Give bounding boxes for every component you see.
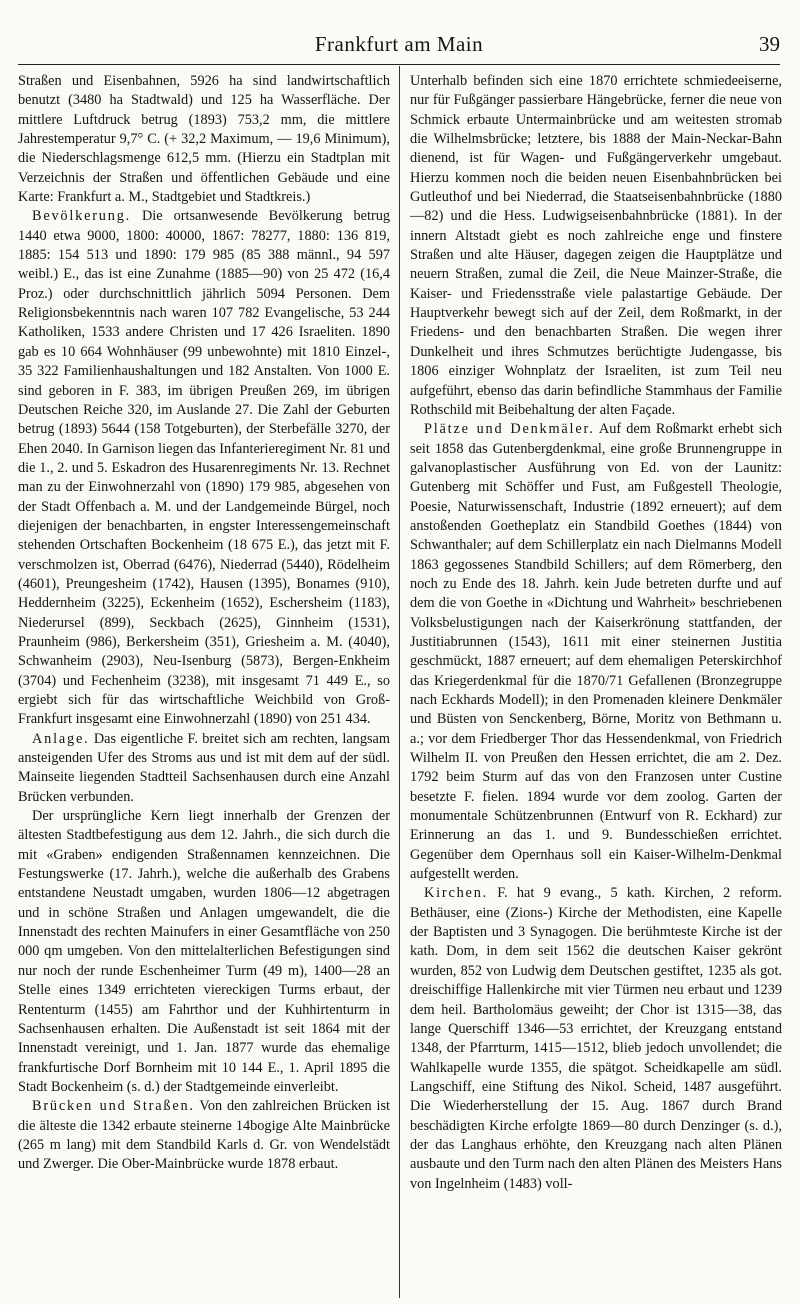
paragraph: Der ursprüngliche Kern liegt innerhalb der Grenzen der ältesten Stadtbefestigung aus dem 12. Jahrh., die sich durch die mit «Graben» endigenden Straßennamen kennzeichnen. Die Festungswerke (17. Jahrh.), welche die außerhalb des Grabens entstandene Neustadt umgaben, wurden 1806—12 abgetragen und in schöne Straßen und Anlagen umgewandelt, die die Innenstadt des rechten Mainufers in einer Gesamtfläche von 250 000 qm umgeben. Von den mittelalterlichen Befestigungen sind nur noch der runde Eschenheimer Turm (49 m), 1400—28 an Stelle eines 1349 errichteten viereckigen Turms erbaut, der Rententurm (1455) am Fahrthor und der Kuhhirtenturm in Sachsenhausen erhalten. Die Außenstadt ist seit 1864 mit der Innenstadt vereinigt, und 1. Jan. 1877 wurde das ehemalige frankfurtische Dorf Bornheim mit 10 144 E., 1. April 1895 die Stadt Bockenheim (s. d.) der Stadtgemeinde einverleibt. bbox=[18, 808, 390, 1095]
right-column bbox=[410, 72, 782, 1297]
section-paragraph: Kirchen. F. hat 9 evang., 5 kath. Kirchen, 2 reform. Bethäuser, eine (Zions-) Kirche der Methodisten, eine Kapelle der Baptisten und 3 Synagogen. Die berühmteste Kirche ist der kath. Dom, in dem seit 1562 die deutschen Kaiser gekrönt wurden, 852 von Ludwig dem Deutschen gestiftet, 1235 als got. dreischiffige Hallenkirche mit vier Türmen neu erbaut und 1239 dem heil. Bartholomäus geweiht; der Chor ist 1315—38, das lange Querschiff 1346—53 errichtet, der Kreuzgang entstand 1348, der Pfarrturm, 1415—1512, blieb jedoch unvollendet; die Wahlkapelle wurde 1355, die spätgot. Scheidkapelle am südl. Langschiff, eine Stiftung des Nikol. Scheid, 1487 ausgeführt. Die Wiederherstellung der 15. Aug. 1867 durch Brand beschädigten Kirche erfolgte 1869—80 durch Denzinger (s. d.), der das Langhaus erhöhte, den Kreuzgang nach alten Plänen ausbaute und den Turm nach den alten Plänen des Meisters Hans von Ingelnheim (1483) voll- bbox=[410, 885, 782, 1192]
section-paragraph: Anlage. Das eigentliche F. breitet sich am rechten, langsam ansteigenden Ufer des Stroms aus und ist mit dem auf der südl. Mainseite liegenden Stadtteil Sachsenhausen durch eine Anzahl Brücken verbunden. bbox=[18, 730, 390, 805]
section-heading: Kirchen. bbox=[424, 885, 489, 902]
paragraph: Unterhalb befinden sich eine 1870 errichtete schmiedeeiserne, nur für Fußgänger passierbare Hängebrücke, ferner die neue von Schmick erbaute Untermainbrücke und am weitesten stromab die Wilhelmsbrücke; letztere, bis 1888 der Main-Neckar-Bahn dienend, ist für Wagen- und Fußgängerverkehr umgebaut. Hierzu kommen noch die beiden neuen Eisenbahnbrücken bei Gutleuthof und bei Niederrad, die Staatseisenbahnbrücke (1880—82) und die Hess. Ludwigseisenbahnbrücke (1881). In der innern Altstadt giebt es noch zahlreiche enge und finstere Straßen und alte Häuser, dagegen zeigen die Hauptplätze und neuern Straßen, zumal die Zeil, die Neue Mainzer-Straße, die Kaiser- und Friedensstraße viele palastartige Gebäude. Der Hauptverkehr bewegt sich auf der Zeil, dem Roßmarkt, in der Friedens- und den benachbarten Straßen. Die wegen ihrer Dunkelheit und ihres Schmutzes berüchtigte Judengasse, bis 1806 einziger Wohnplatz der Israeliten, ist zum Teil neu aufgeführt, ebenso das darin befindliche Stammhaus der Familie Rothschild mit Beibehaltung der alten Façade. bbox=[410, 73, 782, 418]
section-heading: Bevölkerung. bbox=[32, 208, 132, 225]
page-number: 39 bbox=[759, 32, 780, 56]
section-paragraph: Bevölkerung. Die ortsanwesende Bevölkerung betrug 1440 etwa 9000, 1800: 40000, 1867: 78277, 1880: 136 819, 1885: 154 513 und 1890: 179 985 (85 388 männl., 94 597 weibl.) E., das ist eine Zunahme (1885—90) von 25 472 (16,4 Proz.) oder durchschnittlich jährlich 5094 Personen. Dem Religionsbekenntnis nach waren 107 782 Evangelische, 53 244 Katholiken, 1533 andere Christen und 17 426 Israeliten. 1890 gab es 10 664 Wohnhäuser (99 unbewohnte) mit 1810 Einzel-, 35 322 Familienhaushaltungen und 182 Anstalten. Von 1000 E. sind geboren in F. 383, im übrigen Preußen 269, im übrigen Deutschen Reiche 320, im Auslande 27. Die Zahl der Geburten betrug (1893) 5644 (158 Totgeburten), der Sterbefälle 3270, der Ehen 2040. In Garnison liegen das Infanterieregiment Nr. 81 und die 1., 2. und 5. Eskadron des Husarenregiments Nr. 13. Rechnet man zu der Einwohnerzahl von (1890) 179 985, abgesehen von der Stadt Offenbach a. M. und der Landgemeinde Bürgel, noch diejenigen der benachbarten, in engster Interessengemeinschaft stehenden Ortschaften Bockenheim (18 675 E.), das jetzt mit F. verschmolzen ist, Oberrad (6476), Niederrad (5440), Rödelheim (4601), Preungesheim (1742), Hausen (1395), Bonames (910), Heddernheim (3225), Eckenheim (1652), Eschersheim (1183), Niederursel (899), Seckbach (2625), Ginnheim (1531), Praunheim (986), Berkersheim (351), Griesheim a. M. (4040), Schwanheim (2903), Neu-Isenburg (5873), Bergen-Enkheim (3704) und Fechenheim (3238), mit insgesamt 71 449 E., so ergiebt sich für das wirtschaftliche Weichbild von Groß-Frankfurt insgesamt eine Einwohnerzahl (1890) von 251 434. bbox=[18, 208, 390, 728]
section-heading: Anlage. bbox=[32, 730, 90, 747]
section-heading: Brücken und Straßen. bbox=[32, 1098, 195, 1115]
column-divider bbox=[399, 66, 400, 1298]
section-heading: Plätze und Denkmäler. bbox=[424, 421, 595, 438]
running-title: Frankfurt am Main bbox=[314, 32, 484, 56]
left-column bbox=[18, 72, 390, 1297]
section-paragraph: Plätze und Denkmäler. Auf dem Roßmarkt erhebt sich seit 1858 das Gutenbergdenkmal, eine große Brunnengruppe in galvanoplastischer Ausführung von Ed. von der Launitz: Gutenberg mit Schöffer und Fust, am Fußgestell Theologie, Poesie, Naturwissenschaft, Industrie (1892 erneuert); auf dem anstoßenden Goetheplatz ein Standbild Goethes (1844) von Schwanthaler; auf dem Schillerplatz ein nach Dielmanns Modell 1863 gegossenes Standbild Schillers; auf dem Römerberg, den noch zu Ende des 18. Jahrh. kein Jude betreten durfte und auf dem die von Goethe in «Dichtung und Wahrheit» beschriebenen Volksbelustigungen nach der Kaiserkrönung stattfanden, der Justitiabrunnen (1543), 1611 mit einer steinernen Justitia geschmückt, 1887 erneuert; auf dem ehemaligen Peterskirchhof das Kriegerdenkmal für die 1870/71 Gefallenen (Bronzegruppe nach Eckhards Modell); in den Promenaden kleinere Denkmäler und Büsten von Senckenberg, Börne, Moritz von Bethmann u. a.; vor dem Friedberger Thor das Hessendenkmal, von Friedrich Wilhelm II. von Preußen den Hessen errichtet, die am 2. Dez. 1792 beim Sturm auf das von den Franzosen unter Custine besetzte F. fielen. 1894 wurde vor dem zoolog. Garten der monumentale Schützenbrunnen (Entwurf von R. Eckhard) zur Erinnerung an das 1. und 9. Bundesschießen errichtet. Gegenüber dem Opernhaus soll ein Kaiser-Wilhelm-Denkmal aufgestellt werden. bbox=[410, 421, 782, 883]
page-header bbox=[18, 30, 780, 65]
section-paragraph: Brücken und Straßen. Von den zahlreichen Brücken ist die älteste die 1342 erbaute steinerne 14bogige Alte Mainbrücke (265 m lang) mit dem Standbild Karls d. Gr. von Wendelstädt und Zwerger. Die Ober-Mainbrücke wurde 1878 erbaut. bbox=[18, 1098, 390, 1173]
paragraph: Straßen und Eisenbahnen, 5926 ha sind landwirtschaftlich benutzt (3480 ha Stadtwald) und 125 ha Wasserfläche. Der mittlere Luftdruck betrug (1893) 753,2 mm, die mittlere Jahrestemperatur 9,7° C. (+ 32,2 Maximum, — 19,6 Minimum), die Niederschlagsmenge 612,5 mm. (Hierzu ein Stadtplan mit Verzeichnis der Straßen und öffentlichen Gebäude und eine Karte: Frankfurt a. M., Stadtgebiet und Stadtkreis.) bbox=[18, 73, 390, 206]
